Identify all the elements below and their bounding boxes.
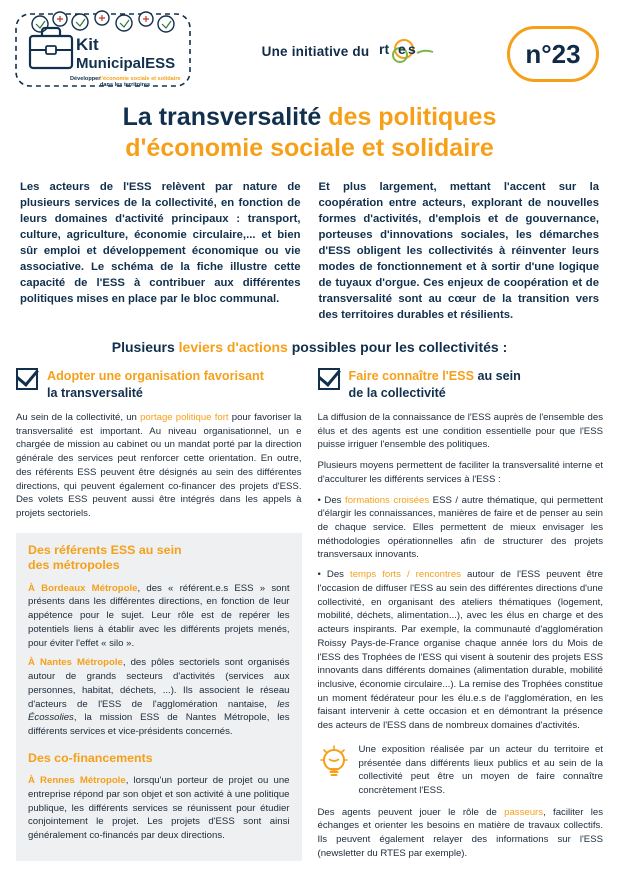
checkbox-icon	[16, 368, 38, 390]
nantes-text-a: , des pôles sectoriels sont organisés autour de grands secteurs d'activités (services aux personnes, habitat, déchets, ...). Ils associent le réseau d'acteurs de l'ESS de l'agglomération nantaise,	[28, 657, 290, 710]
box-paragraph-rennes	[28, 774, 290, 843]
title-line-1	[40, 102, 579, 133]
intro-right-column	[319, 179, 600, 323]
box-title-1-line1: Des référents ESS au sein	[28, 542, 182, 557]
initiative-label: Une initiative du	[261, 43, 370, 59]
issue-number-badge: n°23	[507, 26, 599, 82]
box-title-1-line2: des métropoles	[28, 558, 120, 573]
checkbox-icon	[318, 368, 340, 390]
svg-text:s: s	[408, 41, 417, 57]
right-heading-highlight: Faire connaître l'ESS	[348, 369, 474, 384]
lp1-b: pour favoriser la transversalité est important. Au niveau organisationnel, un e chargée de mission au cabinet ou un mandat porté par la direction générale des services peut renforcer cette orientation. En outre, des référents ESS peuvent être désignés au sein des différentes directions, qui peuvent également co-financer des projets d'ESS. Des volets ESS peuvent aussi être intégrés dans les appels à projets sectoriels.	[16, 412, 302, 520]
bullet-temps-forts	[318, 568, 604, 733]
examples-box	[16, 533, 302, 861]
b2-a: Des	[326, 569, 351, 581]
nantes-italic: les Écossolies	[28, 698, 290, 724]
box-paragraph-bordeaux	[28, 582, 290, 651]
main-columns	[0, 365, 619, 867]
right-bullet-list	[318, 494, 604, 733]
svg-text:rt: rt	[379, 41, 390, 57]
leviers-before: Plusieurs	[111, 339, 179, 356]
initiative-block	[194, 10, 507, 66]
left-heading-rest: la transversalité	[47, 385, 143, 400]
right-heading-text	[349, 367, 521, 401]
svg-text:l'économie sociale et solidair: l'économie sociale et solidaire	[100, 76, 181, 82]
page-header	[0, 0, 619, 100]
b1-a: Des	[324, 494, 346, 506]
exposition-callout	[318, 743, 604, 798]
bordeaux-text: , des « référent.e.s ESS » sont présents dans les différentes directions, en fonction de leur appétence pour le sujet. Leur rôle est de repérer les potentiels liens à établir avec les différents projets menés, pour éviter l'effet « silo ».	[28, 582, 290, 649]
city-nantes: À Nantes Métropole	[28, 657, 123, 669]
city-bordeaux: À Bordeaux Métropole	[28, 582, 138, 594]
b2-hl: temps forts / rencontres	[350, 569, 461, 581]
right-paragraph-3	[318, 806, 604, 861]
box-title-2: Des co-financements	[28, 750, 153, 765]
left-paragraph-1	[16, 411, 302, 521]
right-paragraph-1: La diffusion de la connaissance de l'ESS auprès de l'ensemble des élus et des agents est une condition essentielle pour que l'ESS puisse irriguer l'ensemble des politiques.	[317, 412, 603, 451]
left-column-heading	[16, 367, 302, 401]
box-paragraph-nantes	[28, 656, 290, 738]
intro-right-text: Et plus largement, mettant l'accent sur la coopération entre acteurs, explorant de nouvelles formes d'activités, d'emplois et de gouvernance, porteuses d'innovations sociales, les démarches d'ESS obligent les collectivités à réinventer leurs modes de fonctionnement et à sortir d'une logique de tuyaux d'orgue. Ces enjeux de coopération et de transversalité sont au cœur de la transition vers des territoires durables et résilients.	[318, 181, 599, 322]
right-heading-rest: au sein	[473, 369, 521, 384]
lightbulb-icon	[318, 745, 350, 779]
logo-graphic	[14, 10, 194, 96]
nantes-text-b: , la mission ESS de Nantes Métropole, les différents services et vice-présidents concernés.	[28, 712, 290, 737]
svg-text:Kit: Kit	[76, 35, 99, 54]
box-title-1	[28, 543, 290, 574]
b2-b: autour de l'ESS peuvent être l'occasion de diffuser l'ESS au sein des différentes directions d'une collectivité, en organisant des ateliers thématiques (logement, mobilité, déchets, alimentation...), avec les élus en charge et des acteurs inspirants. Par exemple, la communauté d'agglomération Roissy Pays-de-France organise chaque année lors du Mois de l'ESS des Trophées de l'ESS qui visent à soutenir des projets ESS innovants dans différents domaines (alimentation durable, mobilité inclusive, économie circulaire...). La remise des Trophées constitue un moment fédérateur pour les élu.e.s de l'agglomération, en les faisant intervenir à cette occasion et en démontrant la présence des acteurs de l'ESS dans de nombreux domaines d'activités.	[317, 569, 603, 732]
svg-text:Développer: Développer	[70, 76, 101, 82]
footer-spacer	[0, 868, 619, 878]
rp3-hl: passeurs	[504, 806, 544, 818]
kit-municipaless-logo	[14, 10, 194, 90]
b1-b: ESS / autre thématique, qui permettent d'élargir les connaissances, manières de faire et de penser au sein de chaque service. Elles permettent de mieux envisager les méthodologies opérationnelles afin de structurer des projets transversaux innovants.	[317, 494, 603, 561]
left-heading-text	[47, 367, 264, 401]
page-title	[0, 100, 619, 173]
lp1-a: Au sein de la collectivité, un	[16, 412, 141, 423]
svg-text:MunicipalESS: MunicipalESS	[76, 55, 176, 72]
rennes-text: , lorsqu'un porteur de projet ou une entreprise répond par son objet et son activité à une politique publique, les différents services se réunissent pour étudier conjointement le projet. Les projets d'ESS sont ainsi généralement co-financés par deux directions.	[28, 775, 290, 842]
city-rennes: À Rennes Métropole	[28, 775, 126, 787]
rp3-b: , faciliter les échanges et orienter les besoins en matière de travaux collectifs. Ils peuvent également relayer des informations sur l'ESS (newsletter du RTES par exemple).	[317, 806, 603, 859]
leviers-heading	[0, 323, 619, 365]
right-column	[318, 367, 604, 867]
exposition-text: Une exposition réalisée par un acteur du territoire et présentée dans différents lieux publics et au sein de la collectivité peut être un moyen de faire connaître concrètement l'ESS.	[358, 743, 603, 796]
leviers-after: possibles pour les collectivités :	[287, 339, 508, 356]
rp3-a: Des agents peuvent jouer le rôle de	[317, 806, 505, 818]
svg-text:dans les territoires: dans les territoires	[100, 82, 151, 88]
right-heading-line2: de la collectivité	[348, 385, 446, 400]
left-heading-highlight: Adopter une organisation favorisant	[47, 369, 264, 384]
bullet-formations-croisees	[318, 494, 604, 563]
b1-hl: formations croisées	[345, 494, 430, 506]
intro-left-column	[20, 179, 301, 323]
right-column-heading	[318, 367, 604, 401]
right-paragraph-2: Plusieurs moyens permettent de faciliter la transversalité interne et d'acculturer les différents services à l'ESS :	[317, 460, 603, 485]
intro-left-text: Les acteurs de l'ESS relèvent par nature de plusieurs services de la collectivité, en fonction de leurs domaines d'activité principaux : transport, culture, agriculture, économie circulaire,... et bien sûr emploi et développement économique ou vie associative. Le schéma de la fiche illustre cette capacité de l'ESS à contribuer aux différentes politiques mises en place par le bloc communal.	[20, 181, 301, 306]
title-part-a: La transversalité	[122, 103, 329, 131]
title-part-b: des politiques	[328, 103, 497, 131]
rtes-logo-icon	[377, 36, 439, 66]
left-column	[16, 367, 302, 867]
intro-section	[0, 173, 619, 323]
lp1-hl: portage politique fort	[140, 412, 229, 423]
leviers-highlight: leviers d'actions	[178, 339, 288, 356]
svg-text:e: e	[398, 41, 407, 57]
title-line-2: d'économie sociale et solidaire	[125, 133, 494, 162]
